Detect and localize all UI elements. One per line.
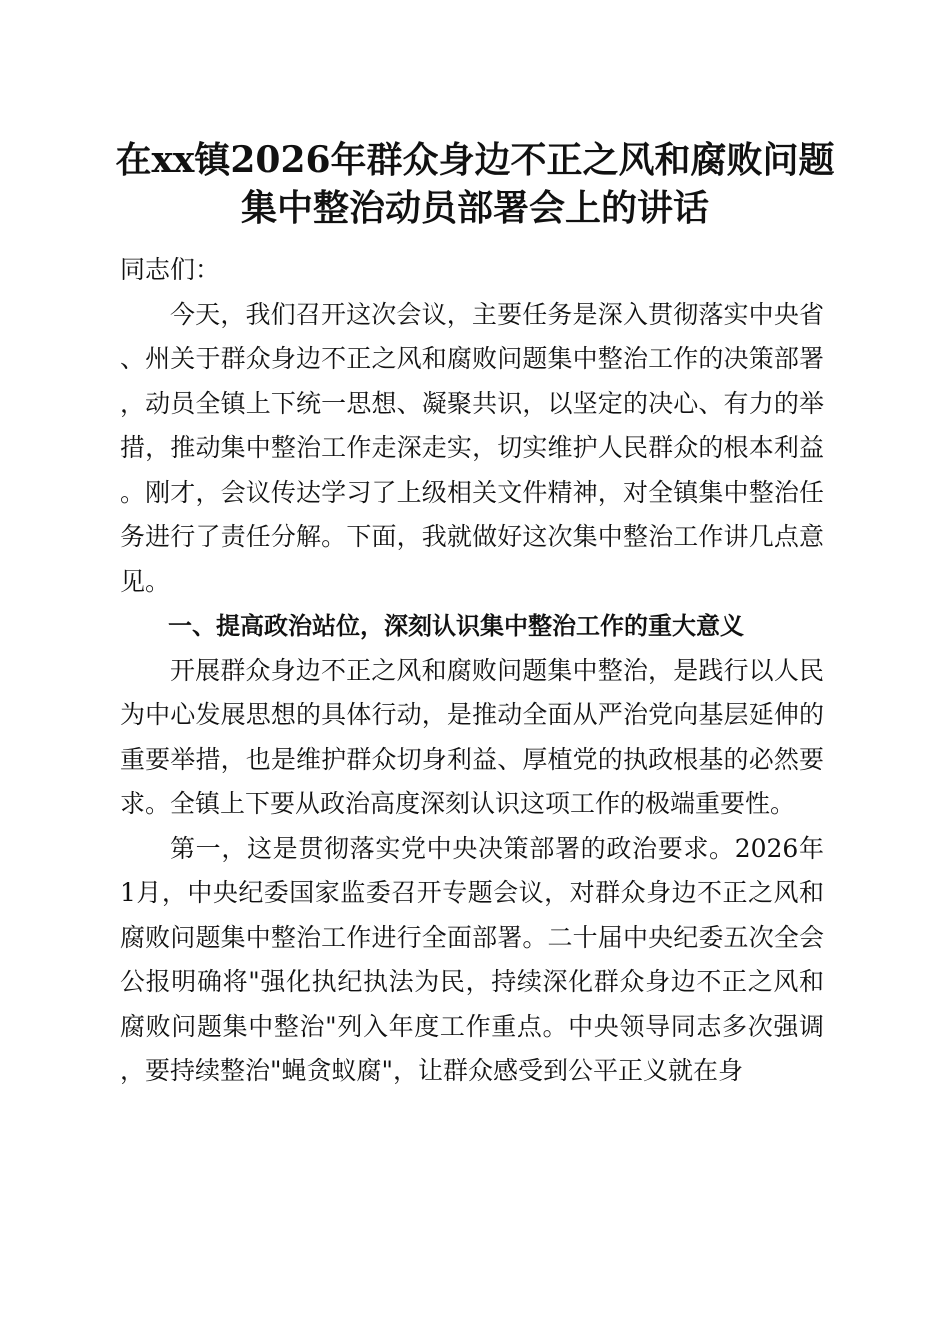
document-title-line-2: 集中整治动员部署会上的讲话: [240, 187, 709, 229]
paragraph-significance: 开展群众身边不正之风和腐败问题集中整治，是践行以人民为中心发展思想的具体行动，是推动全面从严治党向基层延伸的重要举措，也是维护群众切身利益、厚植党的执政根基的必然要求。全镇上下要从政治高度深刻认识这项工作的极端重要性。: [120, 655, 824, 818]
paragraph-intro: 今天，我们召开这次会议，主要任务是深入贯彻落实中央省、州关于群众身边不正之风和腐败问题集中整治工作的决策部署，动员全镇上下统一思想、凝聚共识，以坚定的决心、有力的举措，推动集中整治工作走深走实，切实维护人民群众的根本利益。刚才，会议传达学习了上级相关文件精神，对全镇集中整治任务进行了责任分解。下面，我就做好这次集中整治工作讲几点意见。: [120, 299, 824, 596]
paragraph-first-point: 第一，这是贯彻落实党中央决策部署的政治要求。2026年1月，中央纪委国家监委召开专题会议，对群众身边不正之风和腐败问题集中整治工作进行全面部署。二十届中央纪委五次全会公报明确将"强化执纪执法为民，持续深化群众身边不正之风和腐败问题集中整治"列入年度工作重点。中央领导同志多次强调，要持续整治"蝇贪蚁腐"，让群众感受到公平正义就在身: [120, 833, 824, 1085]
salutation: 同志们：: [120, 255, 221, 284]
document-title-line-1: 在xx镇2026年群众身边不正之风和腐败问题: [115, 139, 835, 181]
document-body: [120, 248, 824, 1094]
section-heading-1: 一、提高政治站位，深刻认识集中整治工作的重大意义: [168, 612, 744, 640]
